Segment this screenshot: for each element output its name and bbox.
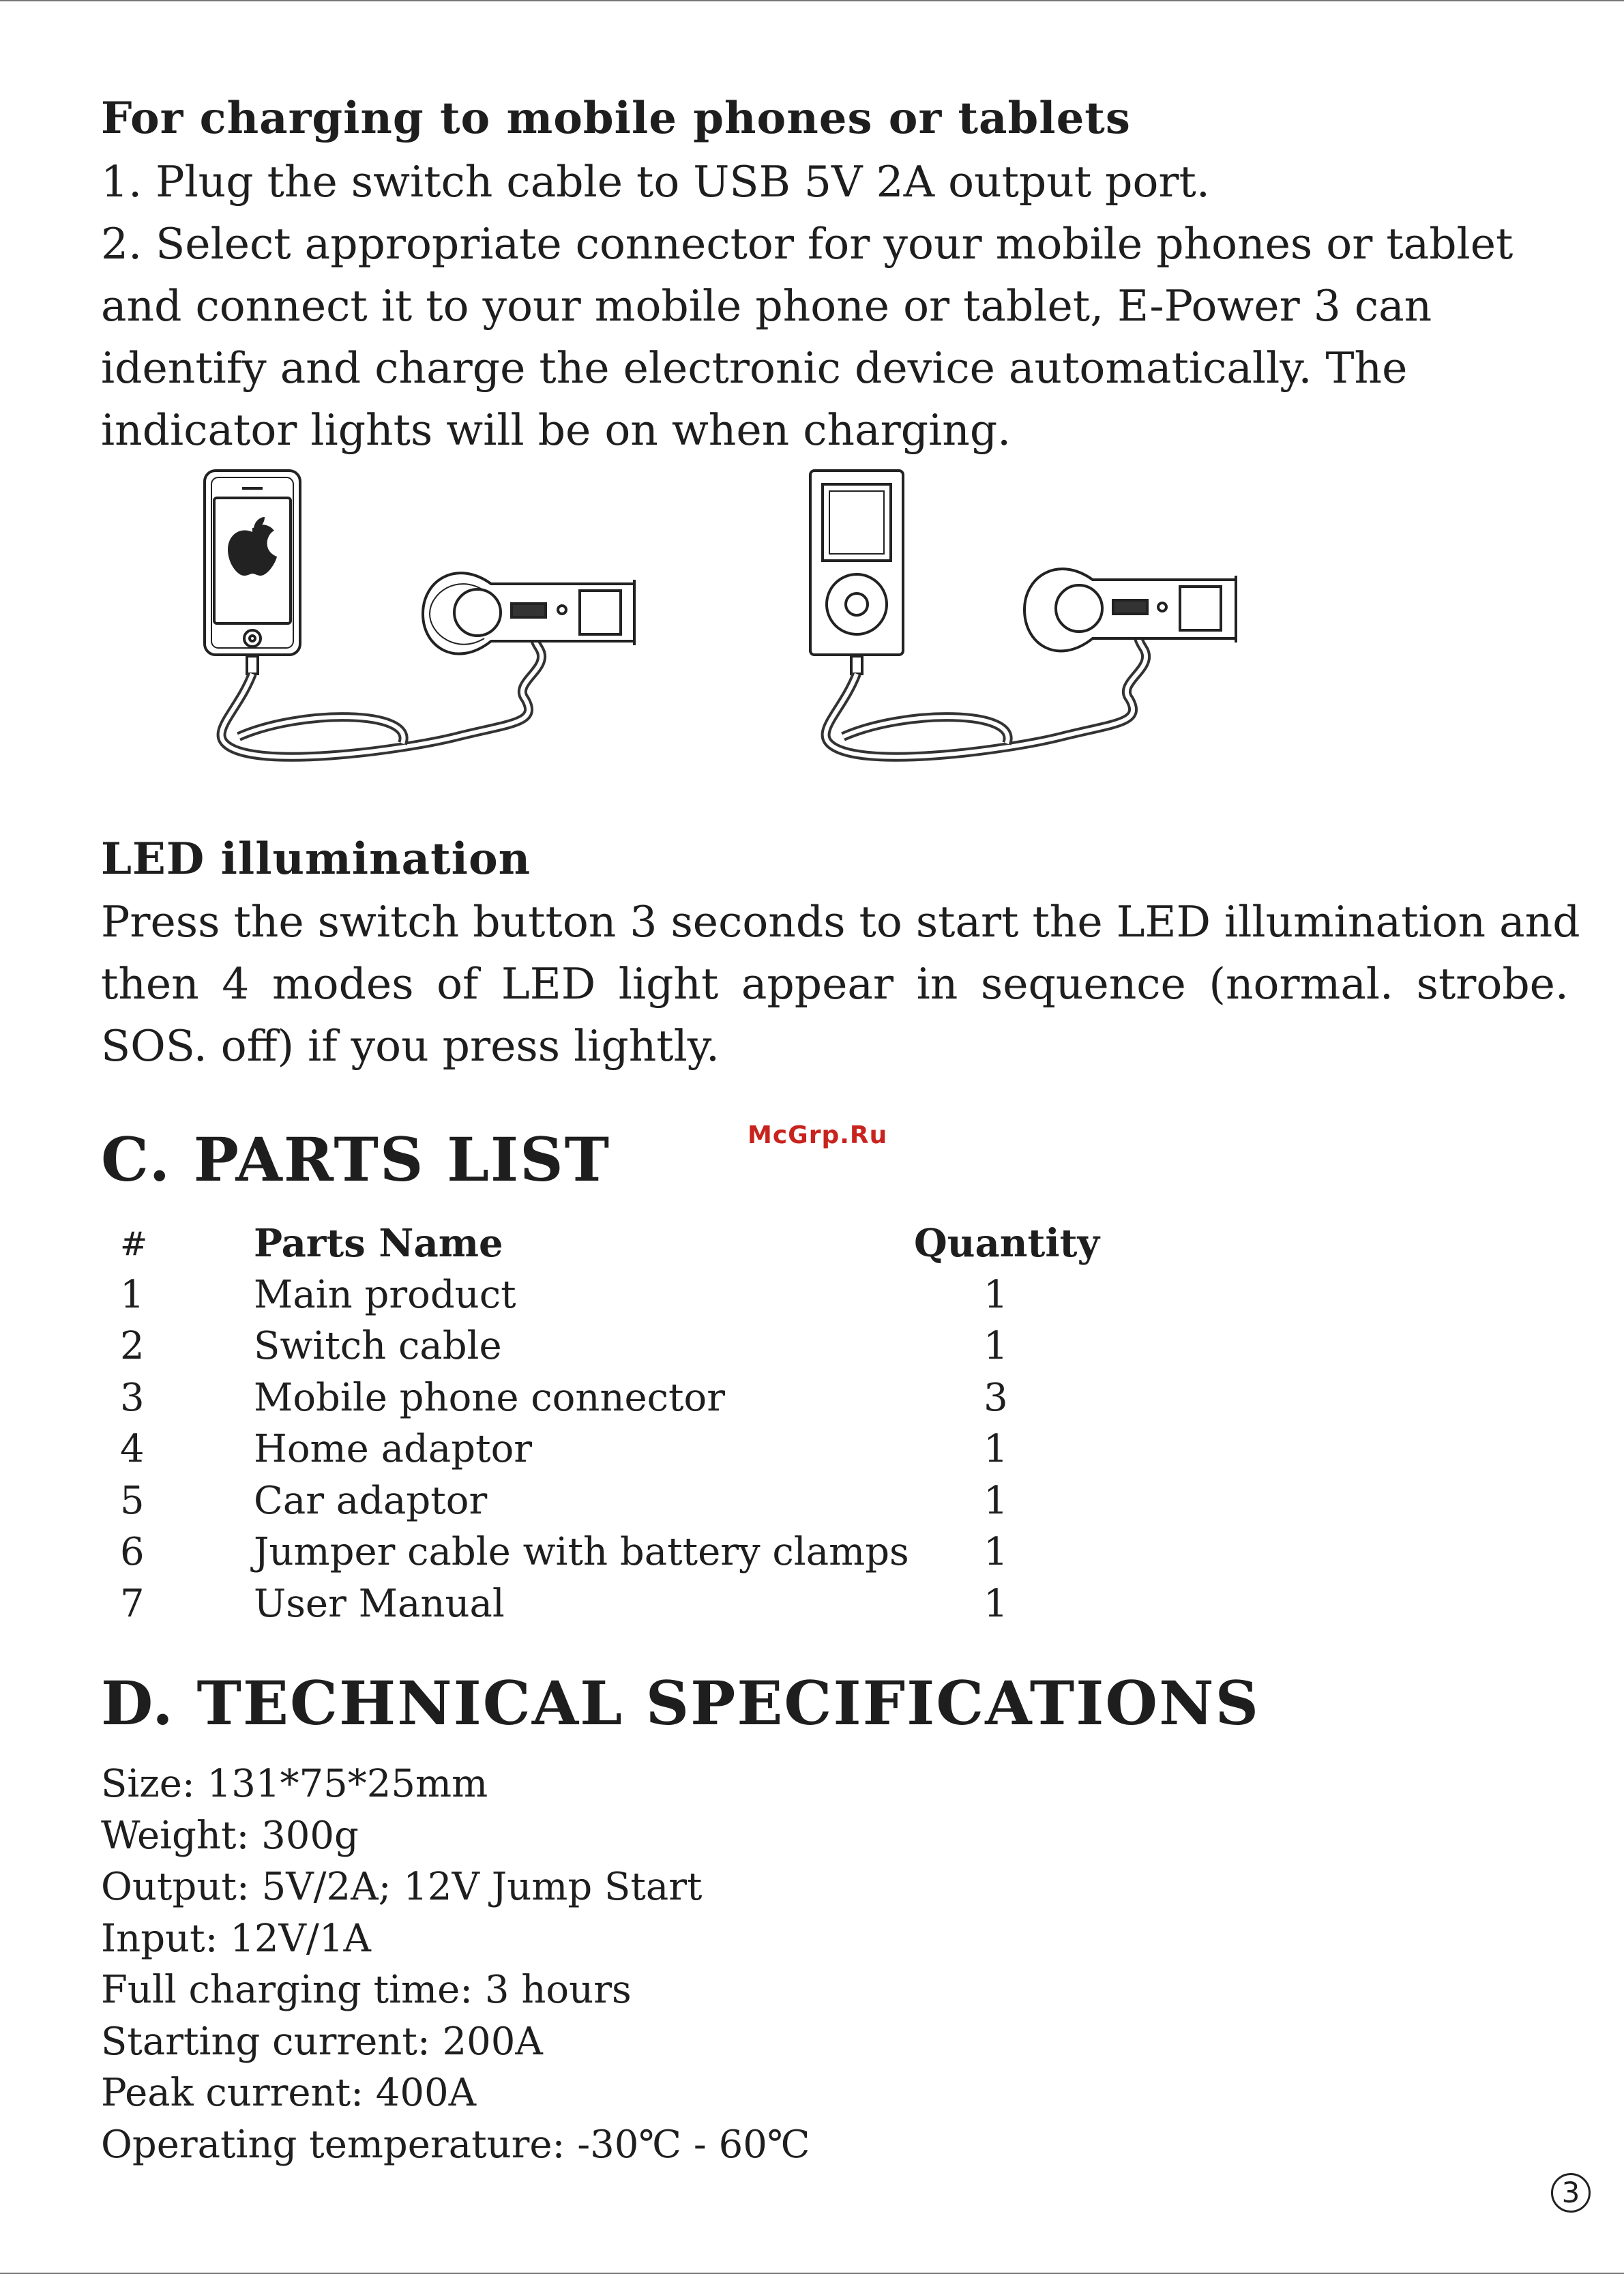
led-word: of: [437, 959, 479, 1009]
specs-list: [101, 1758, 810, 2170]
row-number: 2: [120, 1324, 145, 1368]
led-line: Press the switch button 3 seconds to start the LED illumination and: [101, 897, 1580, 947]
led-heading: LED illumination: [101, 833, 531, 885]
charging-line: 2. Select appropriate connector for your mobile phones or tablet: [101, 219, 1514, 269]
spec-item: Full charging time: 3 hours: [101, 1968, 632, 2012]
led-line-justified: [101, 953, 1569, 1015]
phone-charging-illustration: [198, 464, 648, 784]
parts-list-heading: C. PARTS LIST: [101, 1124, 611, 1195]
row-number: 6: [120, 1530, 145, 1574]
column-header-number: #: [120, 1225, 148, 1263]
row-name: User Manual: [254, 1581, 505, 1626]
spec-item: Output: 5V/2A; 12V Jump Start: [101, 1865, 703, 1909]
spec-item: Starting current: 200A: [101, 2019, 543, 2064]
led-description: [101, 891, 1580, 1077]
row-name: Switch cable: [254, 1324, 502, 1368]
led-word: then: [101, 959, 199, 1009]
row-quantity: 1: [984, 1530, 1008, 1574]
led-word: modes: [271, 959, 414, 1009]
spec-item: Operating temperature: -30℃ - 60℃: [101, 2122, 810, 2167]
led-word: light: [618, 959, 719, 1009]
column-header-quantity: Quantity: [914, 1221, 1100, 1266]
charging-line: and connect it to your mobile phone or tablet, E-Power 3 can: [101, 281, 1432, 331]
specs-heading: D. TECHNICAL SPECIFICATIONS: [101, 1668, 1260, 1739]
spec-item: Size: 131*75*25mm: [101, 1762, 488, 1806]
led-word: appear: [741, 959, 894, 1009]
led-line: SOS. off) if you press lightly.: [101, 1021, 720, 1071]
row-name: Jumper cable with battery clamps: [254, 1530, 909, 1574]
led-word: in: [916, 959, 958, 1009]
row-number: 7: [120, 1581, 145, 1626]
spec-item: Peak current: 400A: [101, 2071, 477, 2115]
led-word: strobe.: [1416, 959, 1569, 1009]
charging-line: indicator lights will be on when charging.: [101, 405, 1012, 455]
column-header-name: Parts Name: [254, 1221, 503, 1266]
row-name: Main product: [254, 1272, 516, 1317]
charging-line: 1. Plug the switch cable to USB 5V 2A output port.: [101, 157, 1210, 207]
top-border: [0, 0, 1624, 1]
spec-item: Weight: 300g: [101, 1813, 359, 1858]
row-name: Car adaptor: [254, 1478, 488, 1523]
spec-item: Input: 12V/1A: [101, 1916, 371, 1961]
row-quantity: 1: [984, 1427, 1008, 1471]
led-word: sequence: [980, 959, 1186, 1009]
row-quantity: 1: [984, 1272, 1008, 1317]
row-name: Home adaptor: [254, 1427, 533, 1471]
charging-line: identify and charge the electronic device automatically. The: [101, 343, 1408, 393]
row-number: 5: [120, 1478, 145, 1523]
row-number: 4: [120, 1427, 145, 1471]
led-word: (normal.: [1209, 959, 1394, 1009]
mp3-player-charging-illustration: [799, 464, 1250, 784]
row-quantity: 3: [984, 1375, 1008, 1420]
led-word: 4: [222, 959, 250, 1009]
row-name: Mobile phone connector: [254, 1375, 726, 1420]
charging-instructions: [101, 151, 1513, 461]
watermark: McGrp.Ru: [748, 1121, 888, 1149]
row-quantity: 1: [984, 1581, 1008, 1626]
row-number: 1: [120, 1272, 145, 1317]
charging-heading: For charging to mobile phones or tablets: [101, 93, 1131, 144]
row-quantity: 1: [984, 1324, 1008, 1368]
page-number: 3: [1551, 2173, 1591, 2213]
row-quantity: 1: [984, 1478, 1008, 1523]
row-number: 3: [120, 1375, 145, 1420]
led-word: LED: [501, 959, 596, 1009]
